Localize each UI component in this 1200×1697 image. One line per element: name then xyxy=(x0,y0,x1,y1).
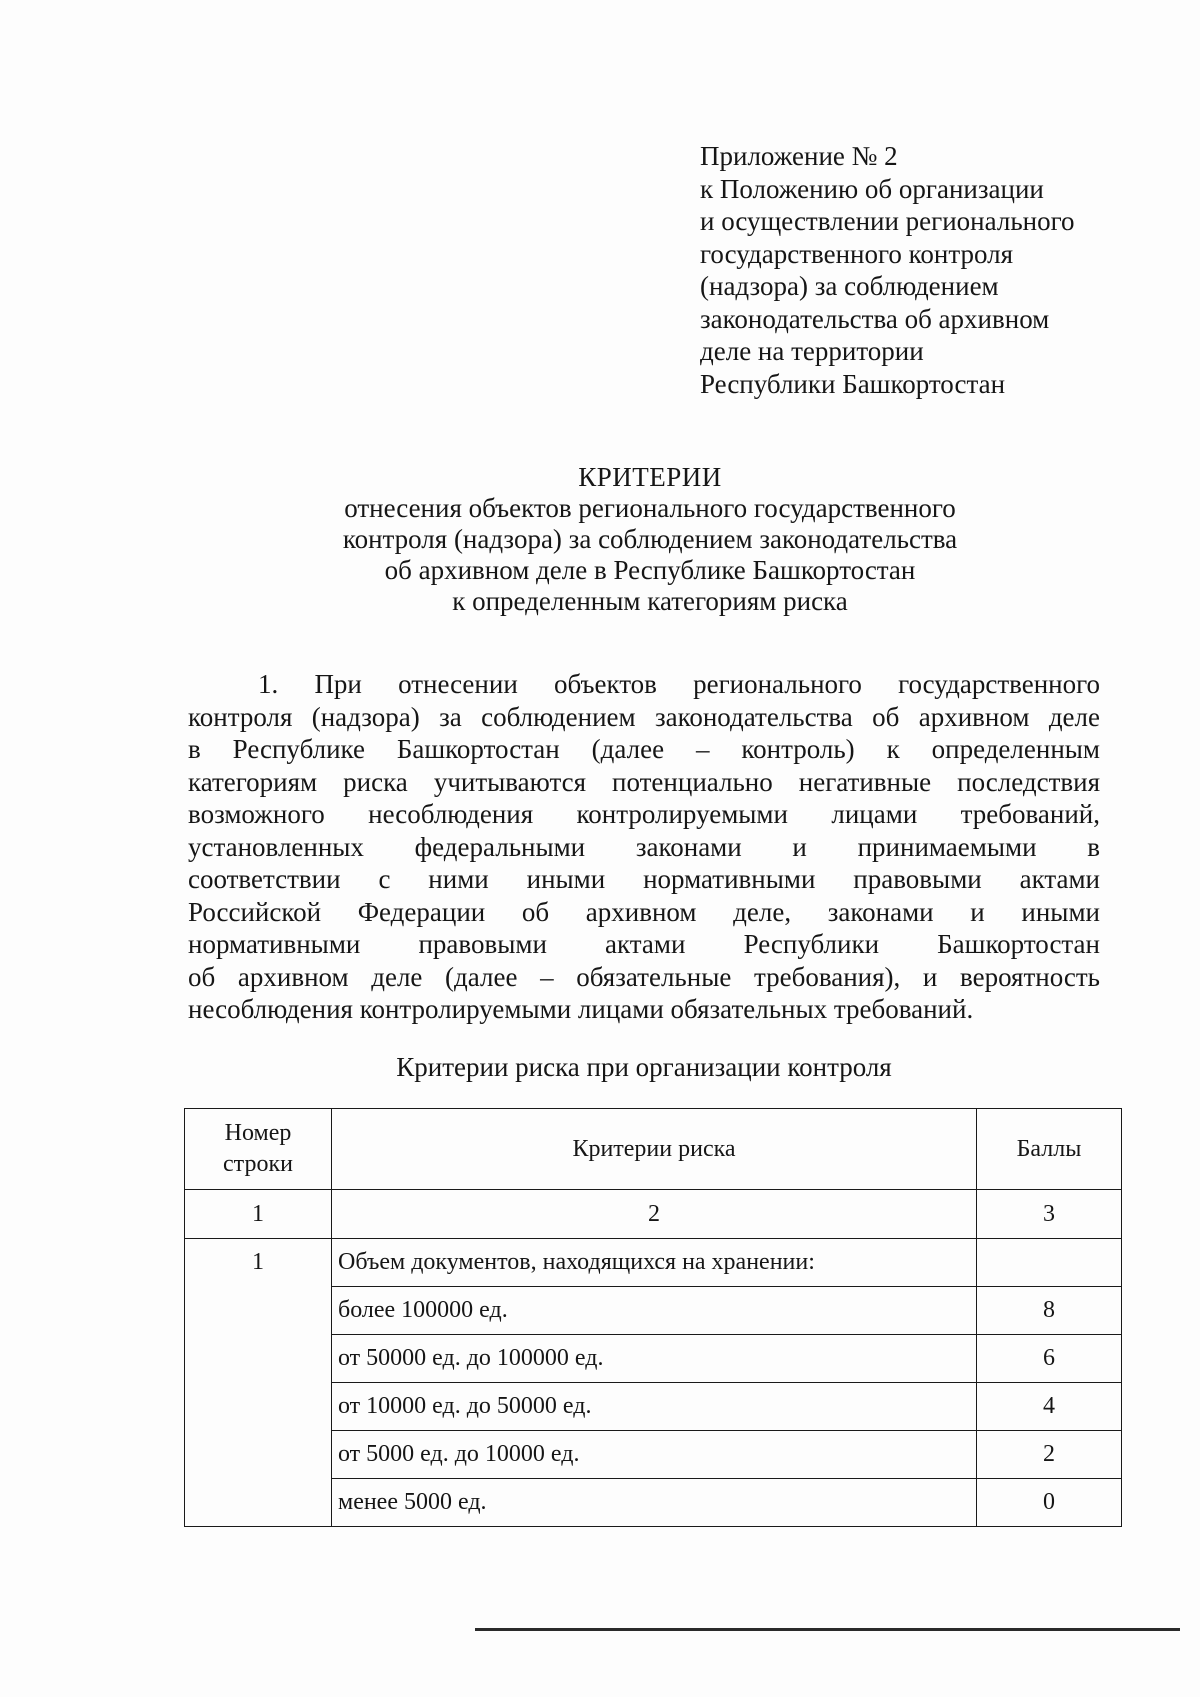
paragraph-line: нормативными правовыми актами Республики Башкортостан xyxy=(188,929,1100,959)
risk-criteria-table xyxy=(184,1108,1122,1527)
paragraph-line: возможного несоблюдения контролируемыми лицами требований, xyxy=(188,799,1100,829)
body-paragraph xyxy=(188,668,1100,1026)
title-subline: контроля (надзора) за соблюдением законодательства xyxy=(342,524,958,554)
criteria-cell: от 5000 ед. до 10000 ед. xyxy=(332,1431,977,1479)
title-subline: отнесения объектов регионального государственного xyxy=(344,493,956,523)
index-cell: 1 xyxy=(185,1190,332,1239)
points-cell: 6 xyxy=(977,1335,1122,1383)
paragraph-line: соответствии с ними иными нормативными правовыми актами xyxy=(188,864,1100,894)
header-criteria: Критерии риска xyxy=(332,1109,977,1190)
paragraph-line: установленных федеральными законами и принимаемыми в xyxy=(188,831,1100,862)
appendix-line: к Положению об организации xyxy=(700,173,1044,204)
appendix-line: государственного контроля xyxy=(700,238,1013,269)
appendix-line: и осуществлении регионального xyxy=(700,206,1075,236)
appendix-line: деле на территории xyxy=(700,336,924,366)
header-row-number xyxy=(185,1109,332,1190)
appendix-line: Республики Башкортостан xyxy=(700,368,1006,399)
paragraph-line: об архивном деле (далее – обязательные требования), и вероятность xyxy=(188,961,1100,992)
paragraph-line: контроля (надзора) за соблюдением законодательства об архивном деле xyxy=(188,701,1100,732)
criteria-cell: от 50000 ед. до 100000 ед. xyxy=(332,1335,977,1383)
title-subline: к определенным категориям риска xyxy=(452,586,848,616)
header-row-number-line1: Номер xyxy=(224,1120,292,1146)
title-main: КРИТЕРИИ xyxy=(578,462,722,492)
points-cell: 8 xyxy=(977,1287,1122,1335)
scan-edge-line xyxy=(475,1628,1180,1631)
table-header-row xyxy=(185,1109,1122,1190)
table-index-row xyxy=(185,1190,1122,1239)
appendix-line: (надзора) за соблюдением xyxy=(700,271,999,301)
criteria-cell: более 100000 ед. xyxy=(332,1287,977,1335)
table-caption: Критерии риска при организации контроля xyxy=(396,1052,892,1082)
points-cell: 2 xyxy=(977,1431,1122,1479)
paragraph-line: 1. При отнесении объектов регионального государственного xyxy=(258,669,1100,699)
document-title xyxy=(180,462,1120,617)
index-cell: 3 xyxy=(977,1190,1122,1239)
appendix-line: Приложение № 2 xyxy=(700,141,898,171)
paragraph-line: Российской Федерации об архивном деле, законами и иными xyxy=(188,896,1100,927)
criteria-cell: Объем документов, находящихся на хранении: xyxy=(332,1239,977,1287)
points-cell: 0 xyxy=(977,1479,1122,1527)
header-row-number-line2: строки xyxy=(223,1151,293,1177)
row-number-cell: 1 xyxy=(185,1239,332,1527)
header-points: Баллы xyxy=(977,1109,1122,1190)
appendix-block xyxy=(700,140,1120,400)
points-cell xyxy=(977,1239,1122,1287)
title-subline: об архивном деле в Республике Башкортостан xyxy=(384,555,916,585)
paragraph-line: в Республике Башкортостан (далее – контроль) к определенным xyxy=(188,734,1100,764)
table-row xyxy=(185,1239,1122,1287)
paragraph-line: несоблюдения контролируемыми лицами обязательных требований. xyxy=(188,994,974,1024)
criteria-cell: менее 5000 ед. xyxy=(332,1479,977,1527)
points-cell: 4 xyxy=(977,1383,1122,1431)
paragraph-line: категориям риска учитываются потенциально негативные последствия xyxy=(188,766,1100,797)
criteria-cell: от 10000 ед. до 50000 ед. xyxy=(332,1383,977,1431)
appendix-line: законодательства об архивном xyxy=(700,303,1050,334)
index-cell: 2 xyxy=(332,1190,977,1239)
